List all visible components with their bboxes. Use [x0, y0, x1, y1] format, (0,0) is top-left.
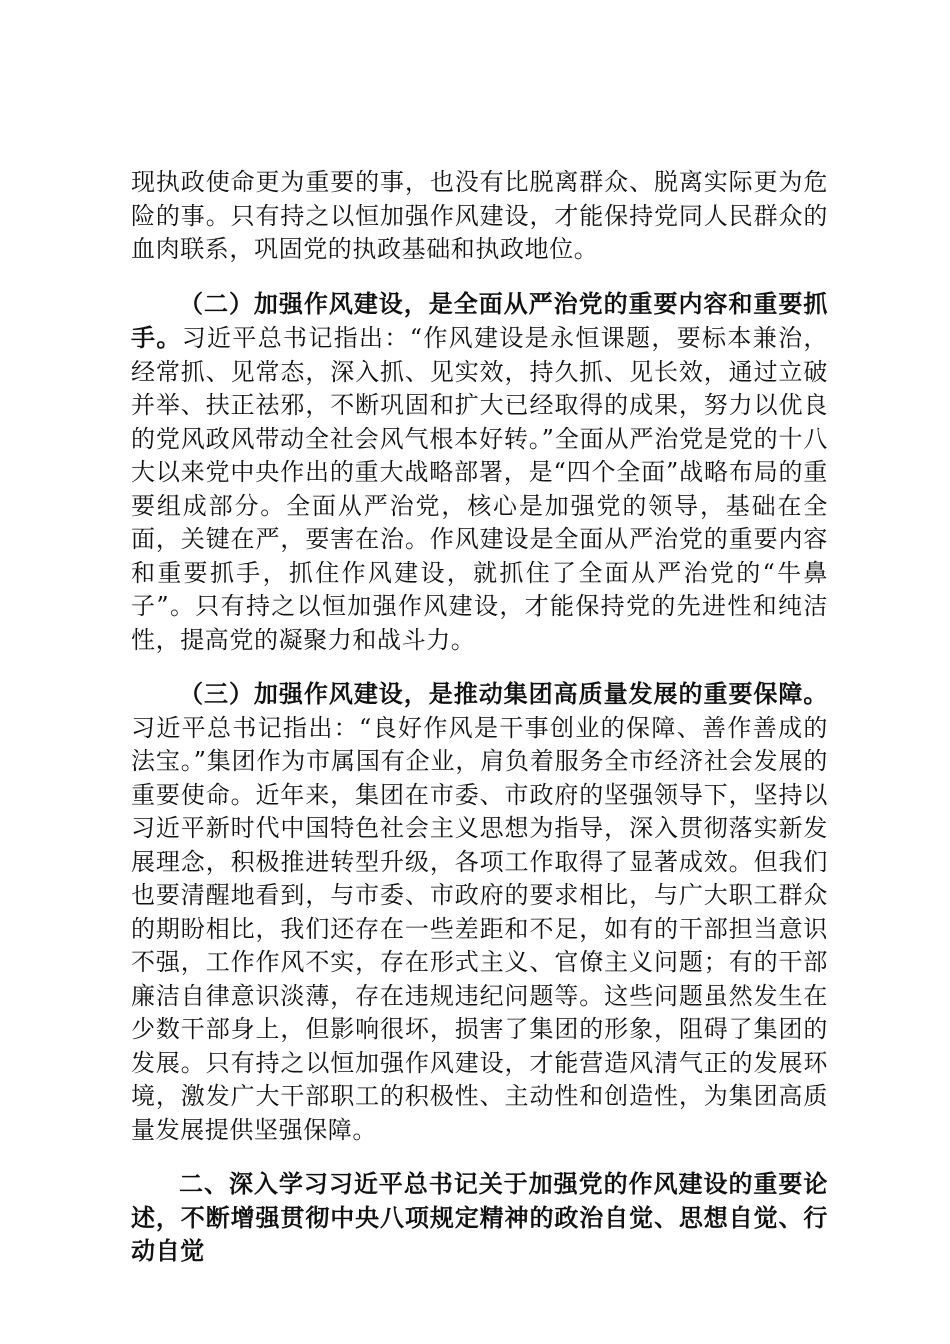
paragraph-continuation [131, 166, 828, 267]
paragraph-text: 现执政使命更为重要的事，也没有比脱离群众、脱离实际更为危险的事。只有持之以恒加强作风建设，才能保持党同人民群众的血肉联系，巩固党的执政基础和执政地位。 [131, 168, 828, 263]
paragraph-text: 习近平总书记指出：“作风建设是永恒课题，要标本兼治，经常抓、见常态，深入抓、见实效，持久抓、见长效，通过立破并举、扶正祛邪，不断巩固和扩大已经取得的成果，努力以优良的党风政风带动全社会风气根本好转。”全面从严治党是党的十八大以来党中央作出的重大战略部署，是“四个全面”战略布局的重要组成部分。全面从严治党，核心是加强党的领导，基础在全面，关键在严，要害在治。作风建设是全面从严治党的重要内容和重要抓手，抓住作风建设，就抓住了全面从严治党的“牛鼻子”。只有持之以恒加强作风建设，才能保持党的先进性和纯洁性，提高党的凝聚力和战斗力。 [131, 324, 829, 654]
paragraph-lead: （三）加强作风建设，是推动集团高质量发展的重要保障。 [179, 679, 828, 708]
paragraph-text: 习近平总书记指出：“良好作风是干事创业的保障、善作善成的法宝。”集团作为市属国有企业，肩负着服务全市经济社会发展的重要使命。近年来，集团在市委、市政府的坚强领导下，坚持以习近平新时代中国特色社会主义思想为指导，深入贯彻落实新发展理念，积极推进转型升级，各项工作取得了显著成效。但我们也要清醒地看到，与市委、市政府的要求相比，与广大职工群众的期盼相比，我们还存在一些差距和不足，如有的干部担当意识不强，工作作风不实，存在形式主义、官僚主义问题；有的干部廉洁自律意识淡薄，存在违规违纪问题等。这些问题虽然发生在少数干部身上，但影响很坏，损害了集团的形象，阻碍了集团的发展。只有持之以恒加强作风建设，才能营造风清气正的发展环境，激发广大干部职工的积极性、主动性和创造性，为集团高质量发展提供坚强保障。 [131, 713, 828, 1144]
document-page [131, 166, 828, 1288]
paragraph-lead: （二）加强作风建设，是全面从严治党的重要内容和重要抓手。 [131, 288, 828, 352]
paragraph-section-2 [131, 287, 828, 658]
paragraph-section-3 [131, 677, 828, 1147]
section-heading: 二、深入学习习近平总书记关于加强党的作风建设的重要论述，不断增强贯彻中央八项规定精神的政治自觉、思想自觉、行动自觉 [131, 1169, 828, 1265]
